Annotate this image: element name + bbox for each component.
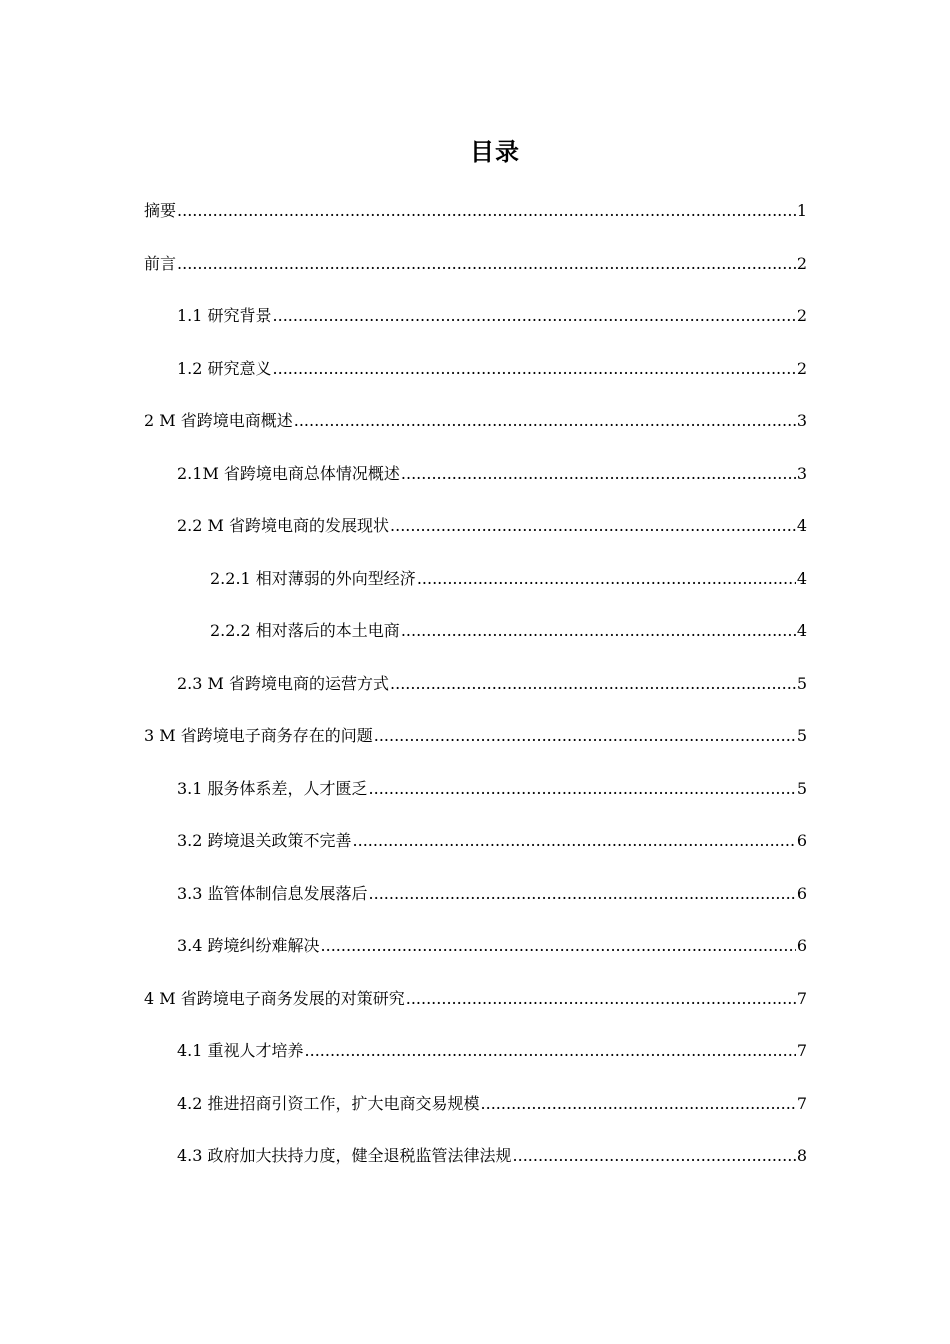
toc-entry-text: 1.1 研究背景: [177, 306, 272, 325]
toc-leader: [513, 1145, 796, 1167]
toc-leader: [390, 673, 796, 695]
toc-entry-page: 7: [796, 1093, 807, 1113]
toc-entry-page: 8: [796, 1146, 807, 1165]
toc-entry-text: 3 M 省跨境电子商务存在的问题: [144, 726, 373, 745]
toc-leader: [273, 358, 796, 380]
toc-entry-page: 2: [796, 253, 807, 273]
toc-leader: [294, 410, 796, 432]
toc-entry-page: 3: [796, 463, 807, 483]
toc-entry[interactable]: [210, 560, 807, 590]
toc-entry-text: 4 M 省跨境电子商务发展的对策研究: [144, 988, 405, 1008]
toc-entry-page: 7: [796, 1041, 807, 1060]
toc-entry[interactable]: [144, 245, 807, 275]
toc-leader: [177, 253, 796, 275]
toc-leader: [369, 883, 796, 905]
toc-entry[interactable]: [144, 717, 807, 747]
toc-entry-text: 1.2 研究意义: [177, 358, 272, 378]
toc-leader: [390, 515, 796, 537]
toc-leader: [481, 1093, 796, 1115]
toc-entry-text: 4.3 政府加大扶持力度，健全退税监管法律法规: [177, 1146, 512, 1165]
toc-entry-page: 6: [796, 883, 807, 903]
toc-entry-page: 4: [796, 516, 807, 535]
toc-entry-text: 3.2 跨境退关政策不完善: [177, 831, 352, 850]
toc-entry-text: 摘要: [144, 201, 177, 220]
toc-entry-text: 3.1 服务体系差，人才匮乏: [177, 778, 368, 798]
toc-entry-page: 3: [796, 411, 807, 430]
toc-leader: [369, 778, 796, 800]
toc-entry-text: 2.2 M 省跨境电商的发展现状: [177, 516, 390, 535]
toc-entry[interactable]: [177, 507, 807, 537]
toc-entry-page: 1: [796, 201, 807, 220]
toc-entry[interactable]: [177, 1032, 807, 1062]
toc-entry-page: 2: [796, 306, 807, 325]
toc-entry-page: 5: [796, 726, 807, 745]
toc-entry[interactable]: [177, 770, 807, 800]
toc-entry[interactable]: [144, 192, 807, 222]
toc-entry-text: 3.3 监管体制信息发展落后: [177, 883, 368, 903]
toc-entry-page: 2: [796, 358, 807, 378]
toc-leader: [401, 463, 796, 485]
toc-entry-text: 2 M 省跨境电商概述: [144, 411, 293, 430]
toc-entry-text: 2.2.2 相对落后的本土电商: [210, 621, 400, 640]
toc-entry[interactable]: [177, 1137, 807, 1167]
toc-leader: [273, 305, 796, 327]
toc-title: 目录: [470, 138, 520, 166]
toc-leader: [321, 935, 796, 957]
toc-entry-text: 4.2 推进招商引资工作，扩大电商交易规模: [177, 1093, 480, 1113]
toc-entry-text: 2.1M 省跨境电商总体情况概述: [177, 463, 400, 483]
toc-entry-text: 4.1 重视人才培养: [177, 1041, 304, 1060]
toc-entry-page: 4: [796, 621, 807, 640]
toc-entry-text: 前言: [144, 253, 177, 273]
toc-entry-page: 7: [796, 988, 807, 1008]
toc-entry[interactable]: [210, 612, 807, 642]
toc-entry-text: 2.3 M 省跨境电商的运营方式: [177, 673, 390, 693]
toc-leader: [406, 988, 796, 1010]
toc-entry[interactable]: [177, 927, 807, 957]
toc-leader: [401, 620, 796, 642]
toc-leader: [374, 725, 796, 747]
toc-leader: [353, 830, 796, 852]
toc-entry-page: 4: [796, 568, 807, 588]
toc-entry-text: 2.2.1 相对薄弱的外向型经济: [210, 568, 416, 588]
toc-entry-page: 5: [796, 778, 807, 798]
toc-entry[interactable]: [177, 665, 807, 695]
toc-entry-page: 6: [796, 936, 807, 955]
toc-entry-text: 3.4 跨境纠纷难解决: [177, 936, 320, 955]
toc-entry-page: 5: [796, 673, 807, 693]
toc-leader: [417, 568, 796, 590]
toc-entry[interactable]: [144, 980, 807, 1010]
toc-entry[interactable]: [177, 350, 807, 380]
toc-entry[interactable]: [177, 1085, 807, 1115]
toc-entry[interactable]: [177, 297, 807, 327]
toc-entry-page: 6: [796, 831, 807, 850]
toc-leader: [305, 1040, 796, 1062]
toc-entry[interactable]: [177, 455, 807, 485]
toc-entry[interactable]: [177, 875, 807, 905]
toc-leader: [177, 200, 796, 222]
toc-entry[interactable]: [144, 402, 807, 432]
toc-entry[interactable]: [177, 822, 807, 852]
